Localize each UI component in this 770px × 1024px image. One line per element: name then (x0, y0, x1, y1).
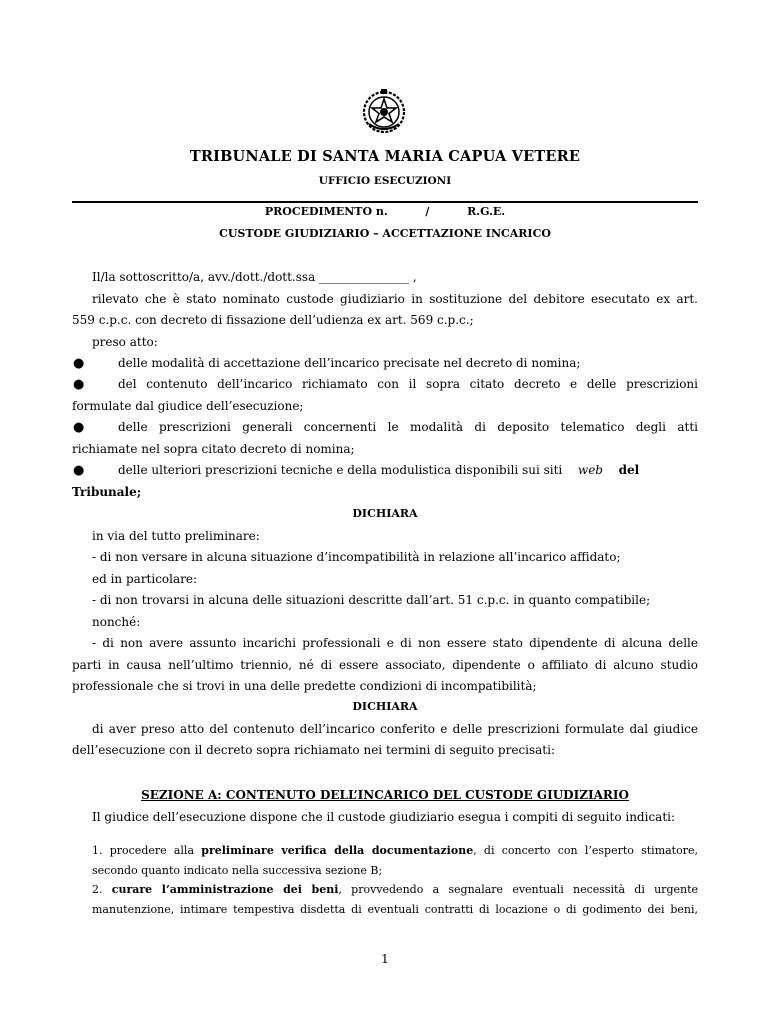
bullet-icon: ● (73, 356, 85, 371)
bullet-item-continuation: formulate dal giudice dell’esecuzione; (72, 399, 304, 413)
bullet-icon: ● (73, 377, 85, 392)
item-text: 2. (92, 883, 103, 896)
procedure-slash: / (425, 205, 430, 218)
office-subtitle: UFFICIO ESECUZIONI (318, 175, 452, 187)
bullet-text: delle ulteriori prescrizioni tecniche e della modulistica disponibili sui siti (118, 463, 563, 477)
procedure-label: PROCEDIMENTO n. (264, 205, 388, 218)
declaration-heading: DICHIARA (352, 507, 418, 520)
bullet-icon: ● (73, 420, 85, 435)
web-word: web (577, 463, 603, 477)
paragraph-line: parti in causa nell’ultimo triennio, né di essere associato, dipendente o affiliato di alcuno studio (72, 658, 698, 672)
court-title: TRIBUNALE DI SANTA MARIA CAPUA VETERE (189, 148, 581, 165)
procedure-number-line (72, 205, 698, 218)
del-word: del (618, 463, 640, 477)
numbered-item (72, 844, 698, 858)
bullet-item-continuation: Tribunale; (72, 485, 142, 499)
document-heading: CUSTODE GIUDIZIARIO – ACCETTAZIONE INCARICO (219, 227, 551, 240)
page-number: 1 (381, 952, 389, 966)
paragraph-line: Il giudice dell’esecuzione dispone che il custode giudiziario esegua i compiti di seguito indicati: (92, 810, 676, 824)
item-emphasis: curare l’amministrazione dei beni (111, 883, 339, 896)
paragraph-line: 559 c.p.c. con decreto di fissazione dell’udienza ex art. 569 c.p.c.; (72, 313, 474, 327)
section-a-heading: SEZIONE A: CONTENUTO DELL’INCARICO DEL CUSTODE GIUDIZIARIO (141, 788, 629, 802)
paragraph-line: ed in particolare: (92, 572, 198, 586)
item-text: 1. procedere alla (92, 844, 195, 857)
item-emphasis: preliminare verifica della documentazione (201, 844, 474, 857)
numbered-item-continuation: manutenzione, intimare tempestiva disdetta di eventuali contratti di locazione o di godimento dei beni, (92, 903, 698, 916)
bullet-item: del contenuto dell’incarico richiamato con il sopra citato decreto e delle prescrizioni (118, 377, 698, 391)
paragraph-line: - di non versare in alcuna situazione d’incompatibilità in relazione all’incarico affidato; (92, 550, 621, 564)
paragraph-line: di aver preso atto del contenuto dell’incarico conferito e delle prescrizioni formulate dal giudice (92, 722, 698, 736)
numbered-item (72, 883, 698, 897)
bullet-icon: ● (73, 463, 85, 478)
item-text: , di concerto con l’esperto stimatore, (473, 844, 698, 857)
rge-label: R.G.E. (467, 205, 506, 218)
numbered-item-continuation: secondo quanto indicato nella successiva sezione B; (92, 864, 383, 877)
paragraph-line: nonché: (92, 615, 141, 629)
bullet-item (118, 463, 698, 477)
paragraph-line: dell’esecuzione con il decreto sopra richiamato nei termini di seguito precisati: (72, 743, 556, 757)
italian-republic-emblem-icon (359, 86, 409, 136)
paragraph-line: in via del tutto preliminare: (92, 529, 260, 543)
item-text: , provvedendo a segnalare eventuali necessità di urgente (338, 883, 699, 896)
bullet-item: delle modalità di accettazione dell’incarico precisate nel decreto di nomina; (118, 356, 581, 370)
declaration-heading: DICHIARA (352, 700, 418, 713)
paragraph-line: - di non trovarsi in alcuna delle situazioni descritte dall’art. 51 c.p.c. in quanto compatibile; (92, 593, 651, 607)
paragraph-line: rilevato che è stato nominato custode giudiziario in sostituzione del debitore esecutato ex art. (92, 292, 698, 306)
bullet-item: delle prescrizioni generali concernenti le modalità di deposito telematico degli atti (118, 420, 698, 434)
paragraph-line: - di non avere assunto incarichi professionali e di non essere stato dipendente di alcuna delle (92, 636, 698, 650)
header-divider (72, 201, 698, 203)
paragraph-line: preso atto: (92, 335, 158, 349)
paragraph-line: professionale che si trovi in una delle predette condizioni di incompatibilità; (72, 679, 537, 693)
declarant-line: Il/la sottoscritto/a, avv./dott./dott.ssa _______________ , (92, 270, 417, 284)
bullet-item-continuation: richiamate nel sopra citato decreto di nomina; (72, 442, 355, 456)
